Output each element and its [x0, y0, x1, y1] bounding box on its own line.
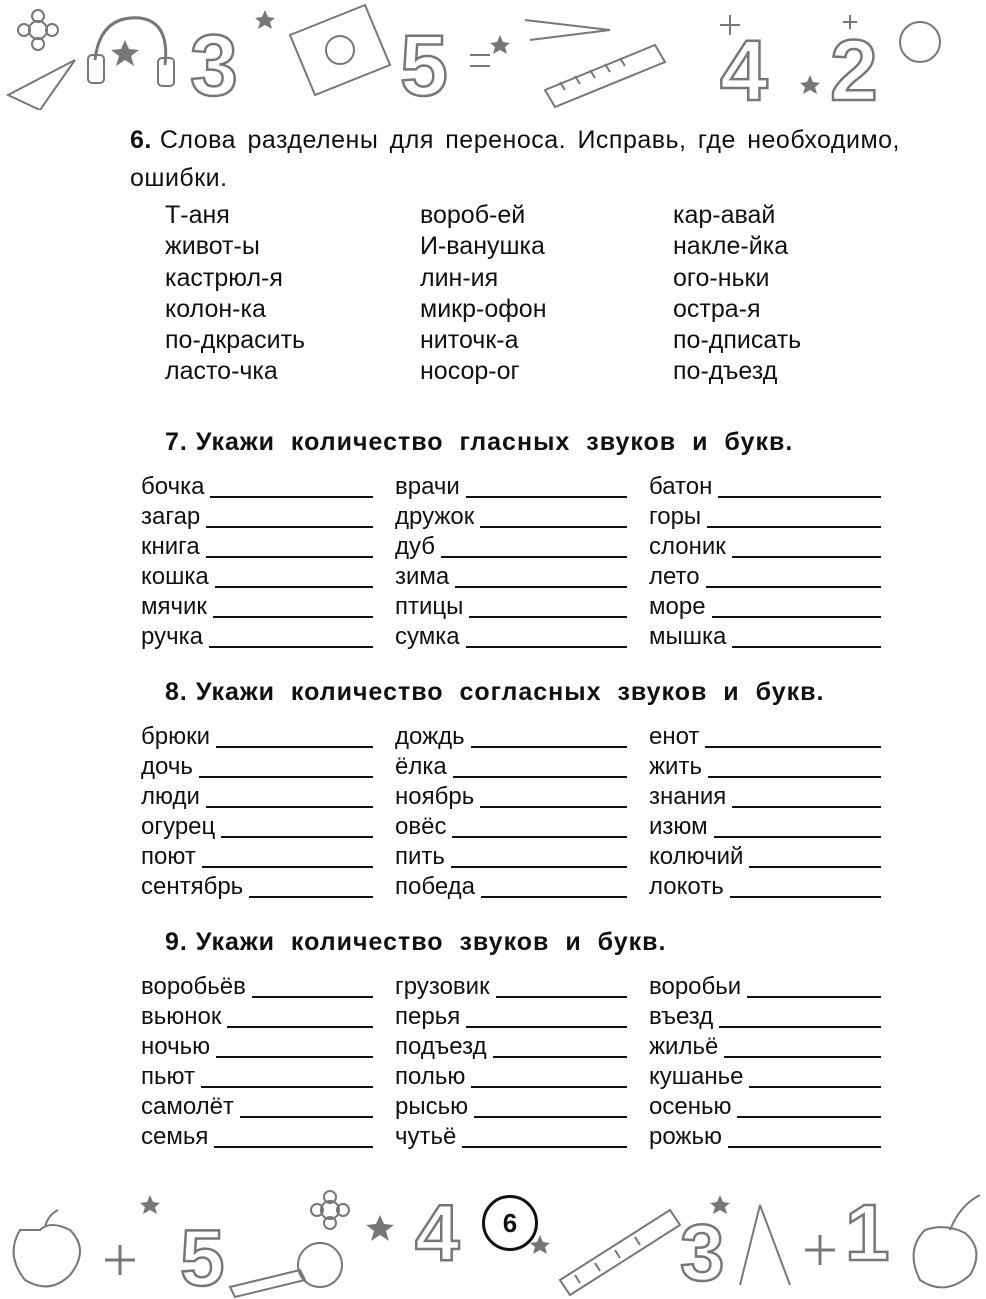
top-doodle-border [0, 0, 986, 110]
word: знания [649, 783, 732, 810]
task7-column-2 [395, 472, 627, 652]
word: рожью [649, 1123, 728, 1150]
decor-digit: 4 [720, 23, 768, 110]
answer-row [649, 592, 881, 622]
word: ночью [141, 1033, 216, 1060]
word: птицы [395, 593, 469, 620]
word: горы [649, 503, 707, 530]
plus-icon [105, 1245, 135, 1275]
answer-row [141, 1062, 373, 1092]
answer-row [395, 972, 627, 1002]
equals-icon [470, 55, 490, 66]
word: кошка [141, 563, 215, 590]
answer-row [395, 1032, 627, 1062]
task8-column-2 [395, 722, 627, 902]
ruler-icon [560, 1210, 680, 1295]
word: батон [649, 473, 718, 500]
answer-row [395, 622, 627, 652]
task-number: 6. [130, 126, 152, 154]
word: чутьё [395, 1123, 462, 1150]
decor-digit: 3 [680, 1208, 725, 1297]
answer-row [141, 1092, 373, 1122]
answer-row [649, 872, 881, 902]
word: перья [395, 1003, 466, 1030]
ruler-triangle-icon [8, 60, 75, 110]
word: овёс [395, 813, 452, 840]
flower-icon [29, 21, 47, 39]
answer-row [395, 1092, 627, 1122]
task8-column-1 [141, 722, 373, 902]
hyphenated-word: колон-ка [165, 294, 266, 323]
answer-row [649, 502, 881, 532]
word: врачи [395, 473, 466, 500]
word: рысью [395, 1093, 474, 1120]
task6-column-3 [673, 200, 801, 388]
compass-icon [740, 1205, 790, 1285]
answer-row [395, 1062, 627, 1092]
answer-row [649, 812, 881, 842]
hyphenated-word: живот-ы [165, 232, 260, 261]
answer-row [141, 722, 373, 752]
word: победа [395, 873, 481, 900]
word: брюки [141, 723, 216, 750]
decor-digit: 1 [845, 1188, 890, 1277]
task-number: 8. [165, 678, 188, 706]
task8-instruction [165, 673, 935, 711]
decor-digit: 5 [180, 1213, 225, 1299]
word: пить [395, 843, 451, 870]
word: дождь [395, 723, 471, 750]
word: вьюнок [141, 1003, 227, 1030]
decor-digit: 4 [415, 1188, 460, 1277]
boy-face-icon [900, 22, 940, 62]
task-text: Укажи количество согласных звуков и букв. [195, 678, 825, 706]
answer-row [395, 592, 627, 622]
banknote-icon [290, 5, 390, 95]
star-icon [366, 1215, 394, 1241]
word: пьют [141, 1063, 201, 1090]
compass-icon [525, 20, 610, 40]
answer-row [649, 1062, 881, 1092]
answer-row [649, 562, 881, 592]
hyphenated-word: накле-йка [673, 232, 789, 261]
word: ноябрь [395, 783, 480, 810]
word: слоник [649, 533, 732, 560]
word: жильё [649, 1033, 724, 1060]
answer-row [395, 872, 627, 902]
word: дочь [141, 753, 199, 780]
answer-row [649, 752, 881, 782]
word: подъезд [395, 1033, 493, 1060]
hyphenated-word: по-дкрасить [165, 326, 306, 355]
word: сумка [395, 623, 466, 650]
hyphenated-word: вороб-ей [420, 201, 526, 229]
answer-row [141, 592, 373, 622]
answer-row [395, 532, 627, 562]
answer-row [395, 502, 627, 532]
answer-row [141, 502, 373, 532]
answer-row [649, 972, 881, 1002]
answer-row [141, 782, 373, 812]
answer-row [649, 472, 881, 502]
word: ёлка [395, 753, 453, 780]
answer-row [649, 1002, 881, 1032]
word: поют [141, 843, 202, 870]
answer-row [395, 562, 627, 592]
task-text: Укажи количество гласных звуков и букв. [195, 428, 794, 456]
decor-digit: 2 [830, 23, 878, 110]
word: зима [395, 563, 455, 590]
word: мышка [649, 623, 732, 650]
task-text: Укажи количество звуков и букв. [195, 928, 667, 956]
answer-row [649, 1092, 881, 1122]
answer-row [395, 722, 627, 752]
hyphenated-word: микр-офон [420, 294, 547, 323]
answer-row [395, 1002, 627, 1032]
word: жить [649, 753, 708, 780]
word: лето [649, 563, 706, 590]
word: семья [141, 1123, 214, 1150]
answer-row [395, 842, 627, 872]
word: книга [141, 533, 206, 560]
decor-digit: 5 [400, 18, 448, 110]
word: бочка [141, 473, 210, 500]
ruler-icon [545, 45, 665, 107]
word: самолёт [141, 1093, 240, 1120]
star-icon [111, 40, 139, 66]
word: дуб [395, 533, 441, 560]
word: сентябрь [141, 873, 249, 900]
answer-row [395, 472, 627, 502]
answer-row [395, 752, 627, 782]
answer-row [141, 1122, 373, 1152]
word: мячик [141, 593, 213, 620]
smiley-icon [326, 36, 354, 64]
hyphenated-word: по-дъезд [673, 357, 778, 386]
task9-column-3 [649, 972, 881, 1152]
hyphenated-word: по-дписать [673, 326, 802, 355]
word: ручка [141, 623, 209, 650]
task6-column-2 [420, 200, 547, 388]
word: въезд [649, 1003, 719, 1030]
word: полью [395, 1063, 471, 1090]
task6-column-1 [165, 200, 305, 388]
word: море [649, 593, 712, 620]
word: енот [649, 723, 705, 750]
hyphenated-word: остра-я [673, 294, 761, 323]
word: огурец [141, 813, 221, 840]
word: дружок [395, 503, 480, 530]
task9-column-2 [395, 972, 627, 1152]
answer-row [395, 1122, 627, 1152]
answer-row [395, 812, 627, 842]
answer-row [141, 622, 373, 652]
task9-instruction [165, 923, 935, 961]
answer-row [649, 842, 881, 872]
hyphenated-word: кастрюл-я [165, 263, 283, 292]
hyphenated-word: Т-аня [165, 201, 230, 229]
answer-row [141, 842, 373, 872]
answer-row [141, 532, 373, 562]
answer-row [141, 972, 373, 1002]
answer-row [649, 722, 881, 752]
word: воробьёв [141, 973, 252, 1000]
hyphenated-word: И-ванушка [420, 232, 545, 261]
hyphenated-word: кар-авай [673, 201, 776, 229]
page-number: 6 [482, 1195, 538, 1251]
answer-row [649, 1122, 881, 1152]
pencil-icon [230, 1270, 305, 1297]
apple-icon [14, 1225, 80, 1286]
answer-row [649, 622, 881, 652]
hyphenated-word: лин-ия [420, 263, 499, 292]
task6-instruction [130, 121, 900, 197]
task-number: 7. [165, 428, 188, 456]
hyphenated-word: ласто-чка [165, 357, 278, 386]
task-number: 9. [165, 928, 188, 956]
task9-column-1 [141, 972, 373, 1152]
word: локоть [649, 873, 730, 900]
word: грузовик [395, 973, 496, 1000]
answer-row [141, 872, 373, 902]
cherries-icon [914, 1227, 977, 1287]
hyphenated-word: ниточк-а [420, 326, 519, 355]
task7-instruction [165, 423, 935, 461]
task-text: Слова разделены для переноса. Исправь, где необходимо, ошибки. [130, 126, 900, 192]
word: изюм [649, 813, 714, 840]
word: осенью [649, 1093, 737, 1120]
task7-column-1 [141, 472, 373, 652]
hyphenated-word: носор-ог [420, 357, 520, 386]
word: колючий [649, 843, 749, 870]
word: загар [141, 503, 206, 530]
answer-row [649, 1032, 881, 1062]
answer-row [141, 1032, 373, 1062]
answer-row [141, 812, 373, 842]
answer-row [395, 782, 627, 812]
answer-row [141, 562, 373, 592]
word: люди [141, 783, 206, 810]
answer-row [141, 752, 373, 782]
task7-column-3 [649, 472, 881, 652]
hyphenated-word: ого-ньки [673, 263, 770, 292]
answer-row [649, 532, 881, 562]
word: воробьи [649, 973, 747, 1000]
task8-column-3 [649, 722, 881, 902]
answer-row [141, 472, 373, 502]
answer-row [649, 782, 881, 812]
answer-row [141, 1002, 373, 1032]
word: кушанье [649, 1063, 749, 1090]
decor-digit: 3 [190, 18, 238, 110]
